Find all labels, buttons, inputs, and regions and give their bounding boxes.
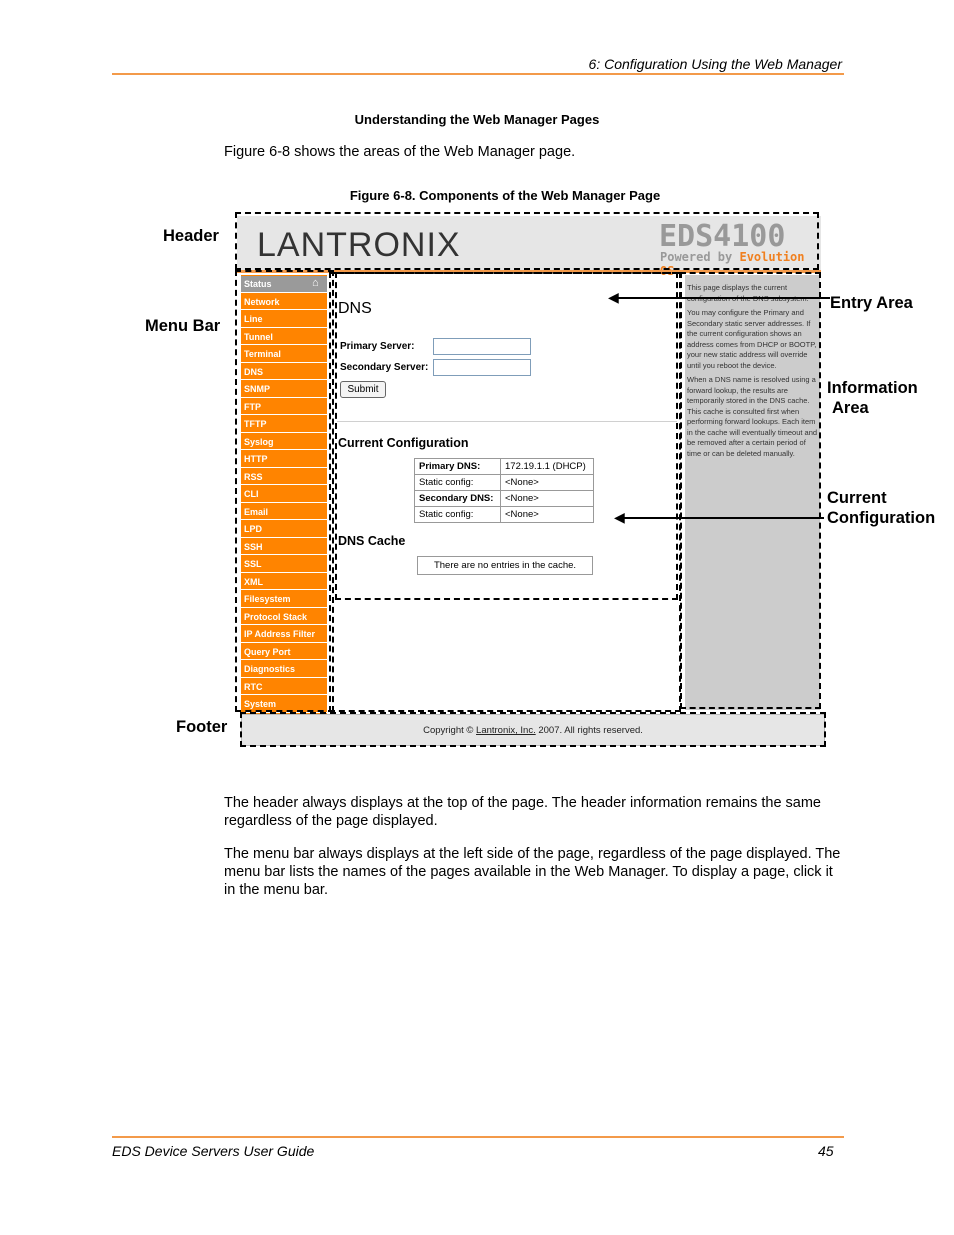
callout-current-configuration: Current Configuration bbox=[827, 489, 936, 527]
page-number: 45 bbox=[818, 1143, 834, 1159]
powered-by: Powered by Evolution bbox=[660, 250, 805, 264]
header-outline bbox=[235, 212, 819, 270]
config-value: 172.19.1.1 (DHCP) bbox=[501, 459, 594, 475]
menu-item-terminal[interactable]: Terminal bbox=[241, 346, 327, 363]
menu-item-cli[interactable]: CLI bbox=[241, 486, 327, 503]
menu-item-ssl[interactable]: SSL bbox=[241, 556, 327, 573]
menu-item-line[interactable]: Line bbox=[241, 311, 327, 328]
menu-item-ftp[interactable]: FTP bbox=[241, 399, 327, 416]
config-arrow bbox=[624, 517, 824, 519]
menu-item-http[interactable]: HTTP bbox=[241, 451, 327, 468]
config-value: <None> bbox=[501, 507, 594, 523]
header-rule bbox=[112, 73, 844, 75]
copyright-rest: 2007. All rights reserved. bbox=[538, 725, 643, 736]
config-value: <None> bbox=[501, 475, 594, 491]
lantronix-link[interactable]: Lantronix, Inc. bbox=[476, 725, 536, 736]
lantronix-logo: LANTRONIX bbox=[257, 226, 461, 264]
menu-item-network[interactable]: Network bbox=[241, 294, 327, 311]
config-key: Secondary DNS: bbox=[415, 491, 501, 507]
callout-menu-bar: Menu Bar bbox=[145, 317, 221, 335]
menu-item-diagnostics[interactable]: Diagnostics bbox=[241, 661, 327, 678]
menu-item-email[interactable]: Email bbox=[241, 504, 327, 521]
submit-button[interactable]: Submit bbox=[340, 381, 386, 398]
info-paragraph: You may configure the Primary and Secondary static server addresses. If the current configuration shows an address comes from DHCP or BOOTP, your new static address will override until you reboot the device. bbox=[687, 308, 817, 370]
menu-item-dns[interactable]: DNS bbox=[241, 364, 327, 381]
config-key: Primary DNS: bbox=[415, 459, 501, 475]
info-paragraph: This page displays the current bbox=[687, 283, 788, 292]
menu-outline bbox=[235, 270, 334, 712]
figure-caption: Figure 6-8. Components of the Web Manager Page bbox=[349, 188, 661, 203]
current-config-title: Current Configuration bbox=[338, 436, 469, 450]
guide-title: EDS Device Servers User Guide bbox=[112, 1143, 315, 1159]
secondary-server-label: Secondary Server: bbox=[340, 362, 429, 373]
config-value: <None> bbox=[501, 491, 594, 507]
menu-item-tunnel[interactable]: Tunnel bbox=[241, 329, 327, 346]
menu-item-status[interactable]: Status bbox=[241, 276, 327, 293]
paragraph-menu-bar: The menu bar always displays at the left side of the page, regardless of the page displayed. The menu bar lists the names of the pages available in the Web Manager. To display a page, click it in the menu bar. bbox=[224, 846, 841, 898]
callout-entry-area: Entry Area bbox=[830, 294, 913, 312]
config-key: Static config: bbox=[415, 475, 501, 491]
intro-text: Figure 6-8 shows the areas of the Web Manager page. bbox=[224, 144, 576, 160]
menu-item-rss[interactable]: RSS bbox=[241, 469, 327, 486]
arrow-head-icon: ◀ bbox=[614, 509, 625, 525]
primary-server-label: Primary Server: bbox=[340, 341, 415, 352]
menu-item-tftp[interactable]: TFTP bbox=[241, 416, 327, 433]
menu-item-system[interactable]: System bbox=[241, 696, 327, 713]
menu-item-protocol-stack[interactable]: Protocol Stack bbox=[241, 609, 327, 626]
info-paragraph: When a DNS name is resolved using a forward lookup, the results are temporarily stored in the DNS cache. This cache is consulted first when performing forward lookups. Each item in the cache will eventually timeout and be removed after a certain period of time or can be deleted manually. bbox=[687, 375, 818, 458]
arrow-head-icon: ◀ bbox=[608, 289, 619, 305]
menu-item-ip-address-filter[interactable]: IP Address Filter bbox=[241, 626, 327, 643]
entry-arrow bbox=[618, 297, 830, 299]
callout-footer: Footer bbox=[176, 718, 228, 736]
menu-item-xml[interactable]: XML bbox=[241, 574, 327, 591]
menu-item-lpd[interactable]: LPD bbox=[241, 521, 327, 538]
running-header: 6: Configuration Using the Web Manager bbox=[588, 56, 842, 72]
product-name: EDS4100 bbox=[659, 219, 786, 254]
callout-header: Header bbox=[163, 227, 219, 245]
dns-cache-title: DNS Cache bbox=[338, 534, 406, 548]
paragraph-header: The header always displays at the top of the page. The header information remains the same regardless of the page displayed. bbox=[224, 795, 821, 829]
menu-item-ssh[interactable]: SSH bbox=[241, 539, 327, 556]
info-outline bbox=[680, 272, 821, 709]
menu-item-syslog[interactable]: Syslog bbox=[241, 434, 327, 451]
copyright-text: Copyright © bbox=[423, 725, 474, 736]
footer-rule bbox=[112, 1136, 844, 1138]
callout-information-area: Information Area bbox=[827, 379, 918, 417]
content-outline bbox=[329, 272, 681, 712]
footer-outline bbox=[240, 712, 826, 747]
section-title: Understanding the Web Manager Pages bbox=[354, 112, 600, 127]
home-icon[interactable]: ⌂ bbox=[312, 277, 319, 289]
menu-item-rtc[interactable]: RTC bbox=[241, 679, 327, 696]
menu-item-query-port[interactable]: Query Port bbox=[241, 644, 327, 661]
menu-item-filesystem[interactable]: Filesystem bbox=[241, 591, 327, 608]
menu-item-snmp[interactable]: SNMP bbox=[241, 381, 327, 398]
config-key: Static config: bbox=[415, 507, 501, 523]
page-title: DNS bbox=[338, 300, 372, 317]
dns-cache-empty: There are no entries in the cache. bbox=[417, 556, 593, 575]
